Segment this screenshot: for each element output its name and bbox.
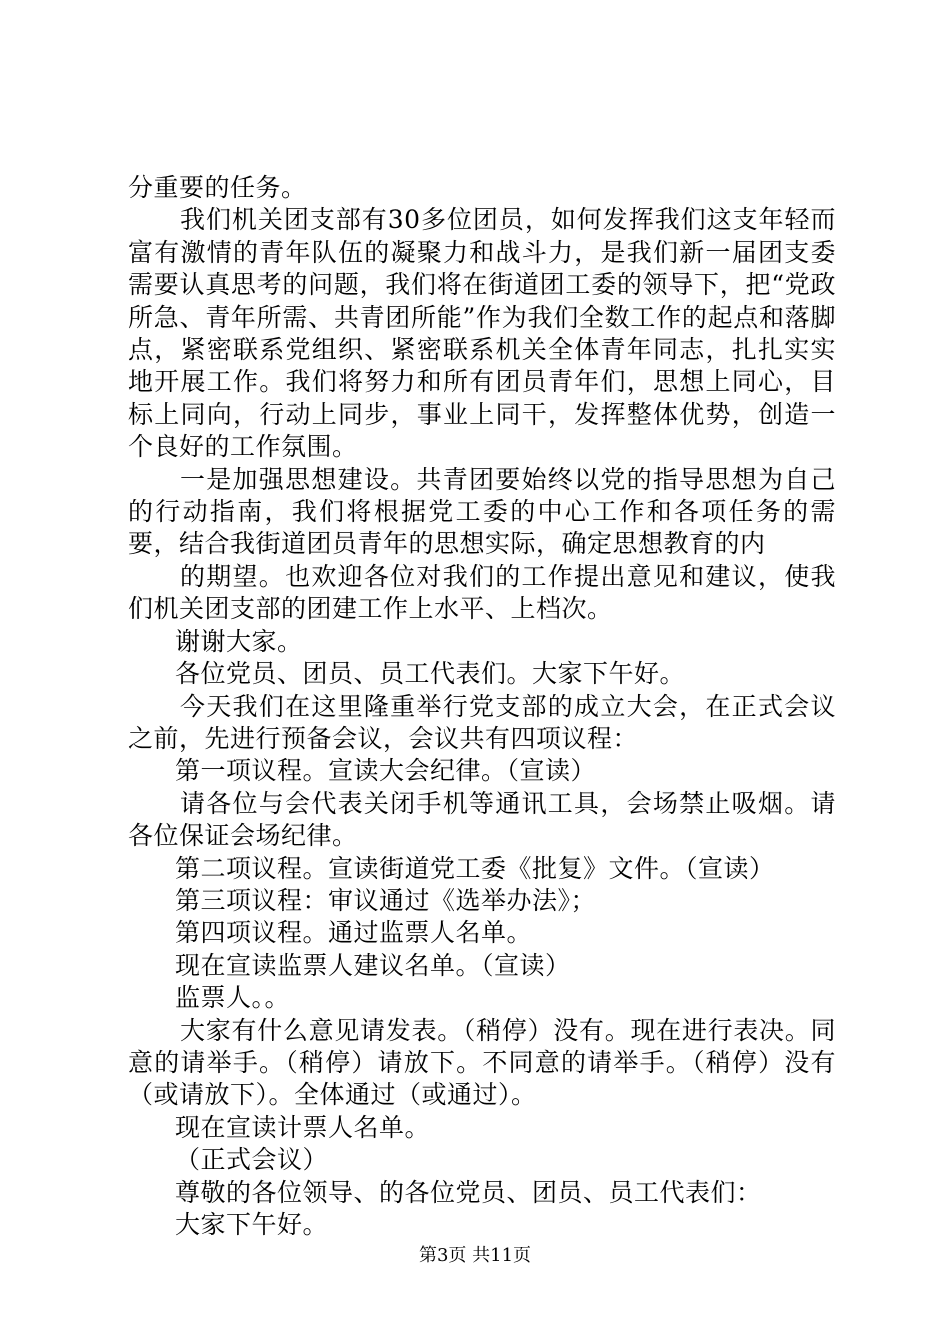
page-number-label: 第3页 共11页 <box>418 1245 532 1266</box>
paragraph: 第一项议程。宣读大会纪律。（宣读） <box>175 756 597 786</box>
paragraph: 大家有什么意见请发表。（稍停）没有。现在进行表决。同意的请举手。（稍停）请放下。不同意的请举手。（稍停）没有（或请放下）。全体通过（或通过）。 <box>128 1015 836 1110</box>
paragraph: 谢谢大家。 <box>175 626 303 656</box>
paragraph: 现在宣读计票人名单。 <box>175 1112 431 1142</box>
paragraph: 今天我们在这里隆重举行党支部的成立大会，在正式会议之前，先进行预备会议，会议共有四项议程： <box>128 691 836 753</box>
paragraph: 一是加强思想建设。共青团要始终以党的指导思想为自己的行动指南，我们将根据党工委的中心工作和各项任务的需要，结合我街道团员青年的思想实际，确定思想教育的内 <box>128 464 836 559</box>
paragraph: 分重要的任务。 <box>128 173 307 202</box>
page-footer <box>0 1244 950 1268</box>
paragraph: 的期望。也欢迎各位对我们的工作提出意见和建议，使我们机关团支部的团建工作上水平、上档次。 <box>128 561 836 624</box>
paragraph: 监票人。。 <box>175 983 291 1013</box>
paragraph: 各位党员、团员、员工代表们。大家下午好。 <box>175 659 686 689</box>
paragraph: 第四项议程。通过监票人名单。 <box>175 918 533 948</box>
paragraph: 我们机关团支部有30多位团员，如何发挥我们这支年轻而富有激情的青年队伍的凝聚力和战斗力，是我们新一届团支委需要认真思考的问题，我们将在街道团工委的领导下，把“党政所急、青年所需、共青团所能”作为我们全数工作的起点和落脚点，紧密联系党组织、紧密联系机关全体青年同志，扎扎实实地开展工作。我们将努力和所有团员青年们，思想上同心，目标上同向，行动上同步，事业上同干，发挥整体优势，创造一个良好的工作氛围。 <box>128 205 836 462</box>
paragraph: 尊敬的各位领导、的各位党员、团员、员工代表们： <box>175 1177 762 1207</box>
paragraph: 第二项议程。宣读街道党工委《批复》文件。（宣读） <box>175 853 775 883</box>
paragraph: （正式会议） <box>175 1145 329 1175</box>
paragraph: 第三项议程：审议通过《选举办法》； <box>175 885 597 915</box>
paragraph: 现在宣读监票人建议名单。（宣读） <box>175 950 571 980</box>
paragraph: 大家下午好。 <box>175 1210 329 1239</box>
document-body <box>128 172 836 1241</box>
paragraph: 请各位与会代表关闭手机等通讯工具，会场禁止吸烟。请各位保证会场纪律。 <box>128 788 836 851</box>
